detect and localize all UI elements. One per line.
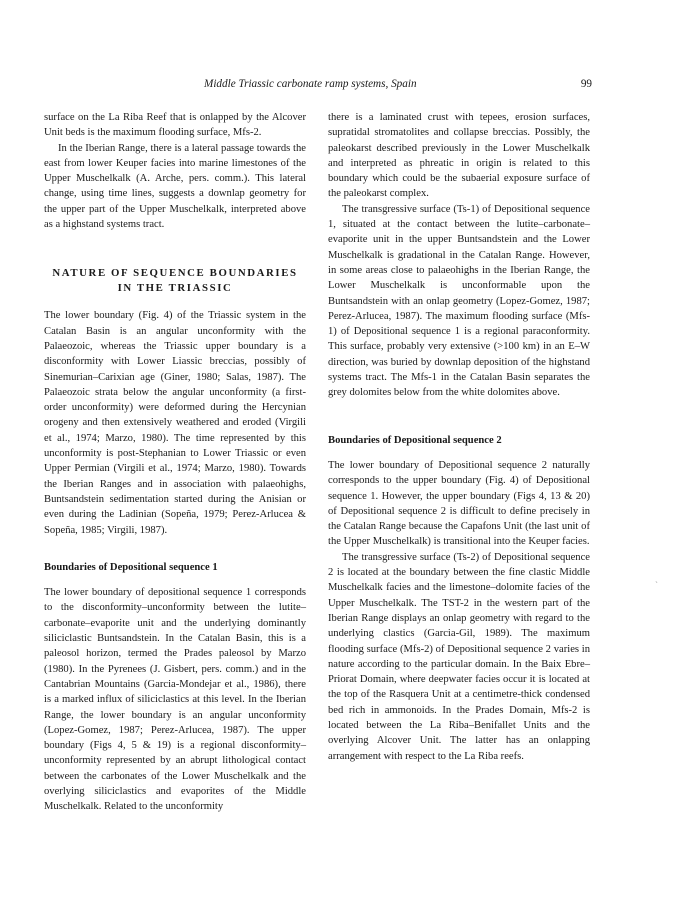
subheading-sequence-1: Boundaries of Depositional sequence 1 bbox=[44, 561, 218, 573]
page-header bbox=[44, 78, 592, 94]
right-paragraph-2: The transgressive surface (Ts-1) of Depositional sequence 1, situated at the contact between the lutite–carbonate–evaporite unit in the upper Buntsandstein and the Lower Muschelkalk is gradational in the Catalan Range. However, in some areas close to palaeohighs in the Iberian Range, the Lower Muschelkalk is unconformable upon the Buntsandstein with an onlap geometry (Lopez-Gomez, 1987; Perez-Arlucea, 1987). The maximum flooding surface (Mfs-1) of Depositional sequence 1 is a regional paraconformity. This surface, probably very extensive (>100 km) in an E–W direction, was buried by downlap deposition of the highstand systems tract. The Mfs-1 in the Catalan Basin separates the grey dolomites below from the white dolomites above. bbox=[328, 203, 590, 399]
margin-mark: ` bbox=[655, 580, 658, 590]
right-column bbox=[328, 110, 590, 764]
left-paragraph-4: The lower boundary of depositional sequence 1 corresponds to the disconformity–unconformity between the lutite–carbonate–evaporite unit and the underlying dominantly siliciclastic Buntsandstein. In the Catalan Basin, this is a paleosol horizon, termed the Prades paleosol by Marzo (1980). In the Pyrenees (J. Gisbert, pers. comm.) and in the Cantabrian Mountains (Garcia-Mondejar et al., 1986), there is a marked influx of siliciclastics at this level. In the Iberian Range, the lower boundary is an angular unconformity (Lopez-Gomez, 1987; Perez-Arlucea, 1987). The upper boundary (Figs 4, 5 & 19) is a regional disconformity–unconformity represented by an abrupt lithological contact between the carbonates of the Lower Muschelkalk and the overlying siliciclastics and evaporites of the Middle Muschelkalk. Related to the unconformity bbox=[44, 587, 306, 813]
page-number: 99 bbox=[580, 78, 592, 90]
section-heading: NATURE OF SEQUENCE BOUNDARIES IN THE TRIASSIC bbox=[52, 267, 298, 295]
running-title: Middle Triassic carbonate ramp systems, Spain bbox=[204, 78, 417, 90]
right-paragraph-4: The transgressive surface (Ts-2) of Depositional sequence 2 is located at the boundary between the fine clastic Middle Muschelkalk facies and the limestone–dolomite facies of the Upper Muschelkalk. The TST-2 in the western part of the Iberian Range displays an onlap geometry with regard to the underlying clastics (Garcia-Gil, 1989). The maximum flooding surface (Mfs-2) of Depositional sequence 2 varies in nature according to the particular domain. In the Baix Ebre–Priorat Domain, where deepwater facies occur it is located at the top of the Rasquera Unit at a centimetre-thick condensed bed rich in ammonoids. In the Prades Domain, Mfs-2 is located between the La Riba–Benifallet Units and the overlying Alcover Unit. The latter has an onlapping arrangement with respect to the La Riba reefs. bbox=[328, 551, 590, 762]
right-paragraph-3: The lower boundary of Depositional sequence 2 naturally corresponds to the upper boundary (Fig. 4) of Depositional sequence 1. However, the upper boundary (Figs 4, 13 & 20) of Depositional sequence 2 is difficult to define precisely in the Catalan Range because the Capafons Unit (the last unit of the Upper Muschelkalk) is transitional into the Keuper facies. bbox=[328, 459, 590, 548]
subheading-sequence-2: Boundaries of Depositional sequence 2 bbox=[328, 434, 502, 446]
left-paragraph-2: In the Iberian Range, there is a lateral passage towards the east from lower Keuper facies into marine limestones of the Upper Muschelkalk (A. Arche, pers. comm.). This lateral change, using time lines, suggests a downlap geometry for the upper part of the Upper Muschelkalk, interpreted above as a highstand systems tract. bbox=[44, 142, 306, 231]
left-column bbox=[44, 110, 306, 815]
right-paragraph-1: there is a laminated crust with tepees, erosion surfaces, supratidal stromatolites and collapse breccias. Possibly, the paleokarst described previously in the Lower Muschelkalk and interpreted as phreatic in origin is related to this boundary which could be the subaerial exposure surface of the paleokarst complex. bbox=[328, 112, 590, 200]
left-paragraph-1: surface on the La Riba Reef that is onlapped by the Alcover Unit beds is the maximum flooding surface, Mfs-2. bbox=[44, 112, 306, 139]
left-paragraph-3: The lower boundary (Fig. 4) of the Triassic system in the Catalan Basin is an angular unconformity with the Palaeozoic, whereas the Triassic upper boundary is a disconformity with Lower Liassic breccias, possibly of Sinemurian–Carixian age (Giner, 1980; Salas, 1987). The Palaeozoic strata below the angular unconformity (a first-order unconformity) were deformed during the Hercynian orogeny and then extensively weathered and eroded (Virgili et al., 1974; Marzo, 1980). The time represented by this unconformity is post-Stephanian to Lower Triassic or even Upper Permian (Virgili et al., 1974; Marzo, 1980). Towards the Iberian Ranges and in association with palaeohighs, Buntsandstein sedimentation started during the Anisian or even during the Ladinian (Sopeña, 1979; Perez-Arlucea & Sopeña, 1985; Virgili, 1987). bbox=[44, 310, 306, 536]
